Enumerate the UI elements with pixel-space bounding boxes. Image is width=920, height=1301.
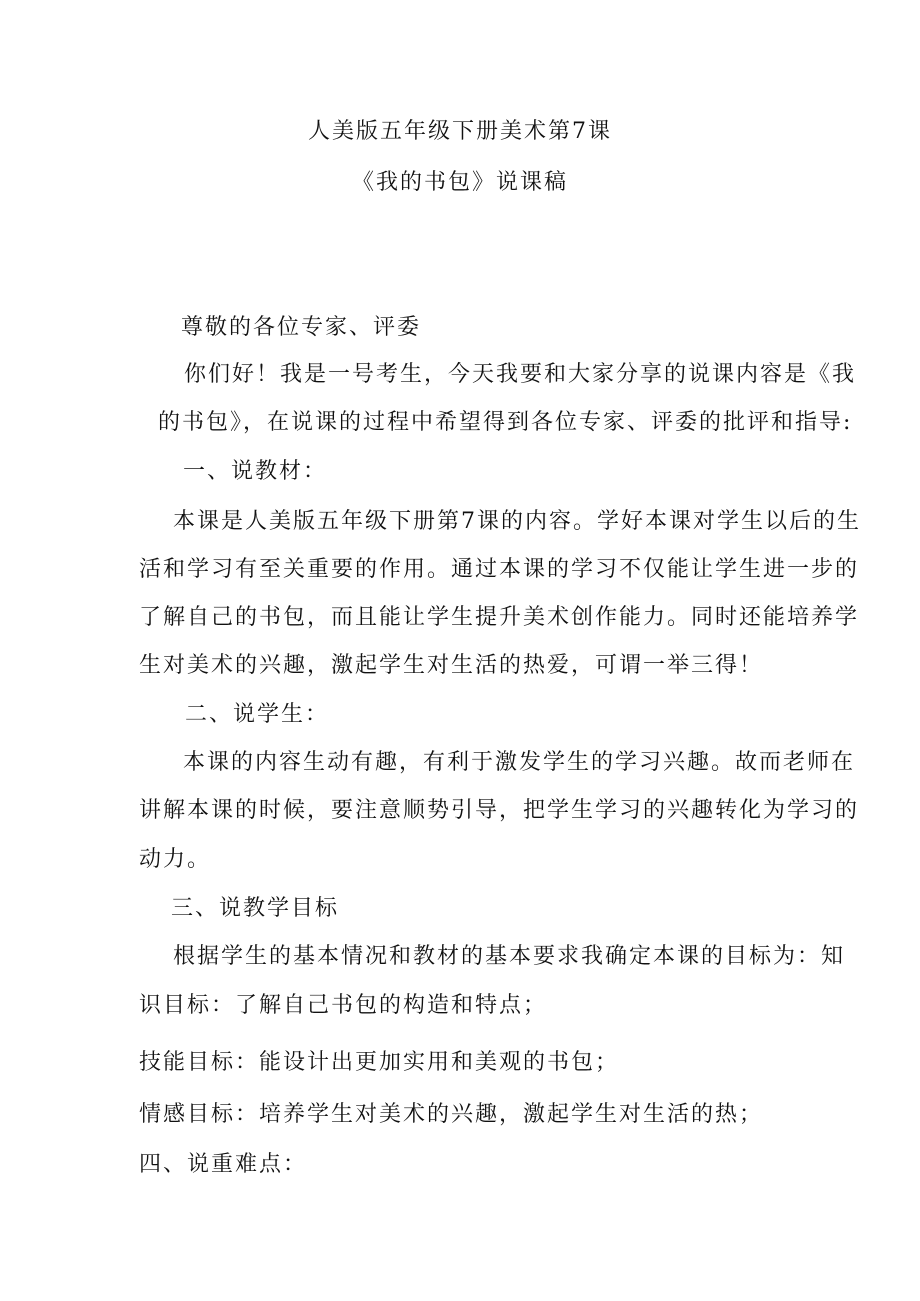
document-subtitle: 《我的书包》说课稿 [351, 170, 568, 195]
section-heading-key-points: 四、说重难点： [139, 1152, 308, 1177]
section-heading-objectives: 三、说教学目标 [171, 896, 340, 921]
paragraph-line: 识目标：了解自己书包的构造和特点； [139, 993, 548, 1018]
paragraph-line: 本课的内容生动有趣，有利于激发学生的学习兴趣。故而老师在 [183, 750, 856, 775]
paragraph-line: 了解自己的书包，而且能让学生提升美术创作能力。同时还能培养学 [139, 605, 860, 630]
section-heading-textbook: 一、说教材： [183, 459, 328, 484]
paragraph-line: 动力。 [139, 847, 212, 872]
paragraph-line: 根据学生的基本情况和教材的基本要求我确定本课的目标为：知 [173, 944, 846, 969]
paragraph-line: 本课是人美版五年级下册第7课的内容。学好本课对学生以后的生 [173, 509, 861, 534]
paragraph-line: 讲解本课的时候，要注意顺势引导，把学生学习的兴趣转化为学习的 [139, 798, 860, 823]
document-title: 人美版五年级下册美术第7课 [308, 119, 612, 144]
section-heading-students: 二、说学生： [185, 702, 330, 727]
paragraph-line: 活和学习有至关重要的作用。通过本课的学习不仅能让学生进一步的 [139, 557, 860, 582]
intro-line-1: 你们好！我是一号考生，今天我要和大家分享的说课内容是《我 [184, 362, 857, 387]
intro-line-2: 的书包》，在说课的过程中希望得到各位专家、评委的批评和指导: [158, 410, 853, 435]
emotion-objective: 情感目标：培养学生对美术的兴趣，激起学生对生活的热； [139, 1102, 764, 1127]
greeting: 尊敬的各位专家、评委 [181, 315, 422, 340]
skill-objective: 技能目标：能设计出更加实用和美观的书包； [139, 1050, 620, 1075]
paragraph-line: 生对美术的兴趣，激起学生对生活的热爱，可谓一举三得！ [139, 653, 764, 678]
